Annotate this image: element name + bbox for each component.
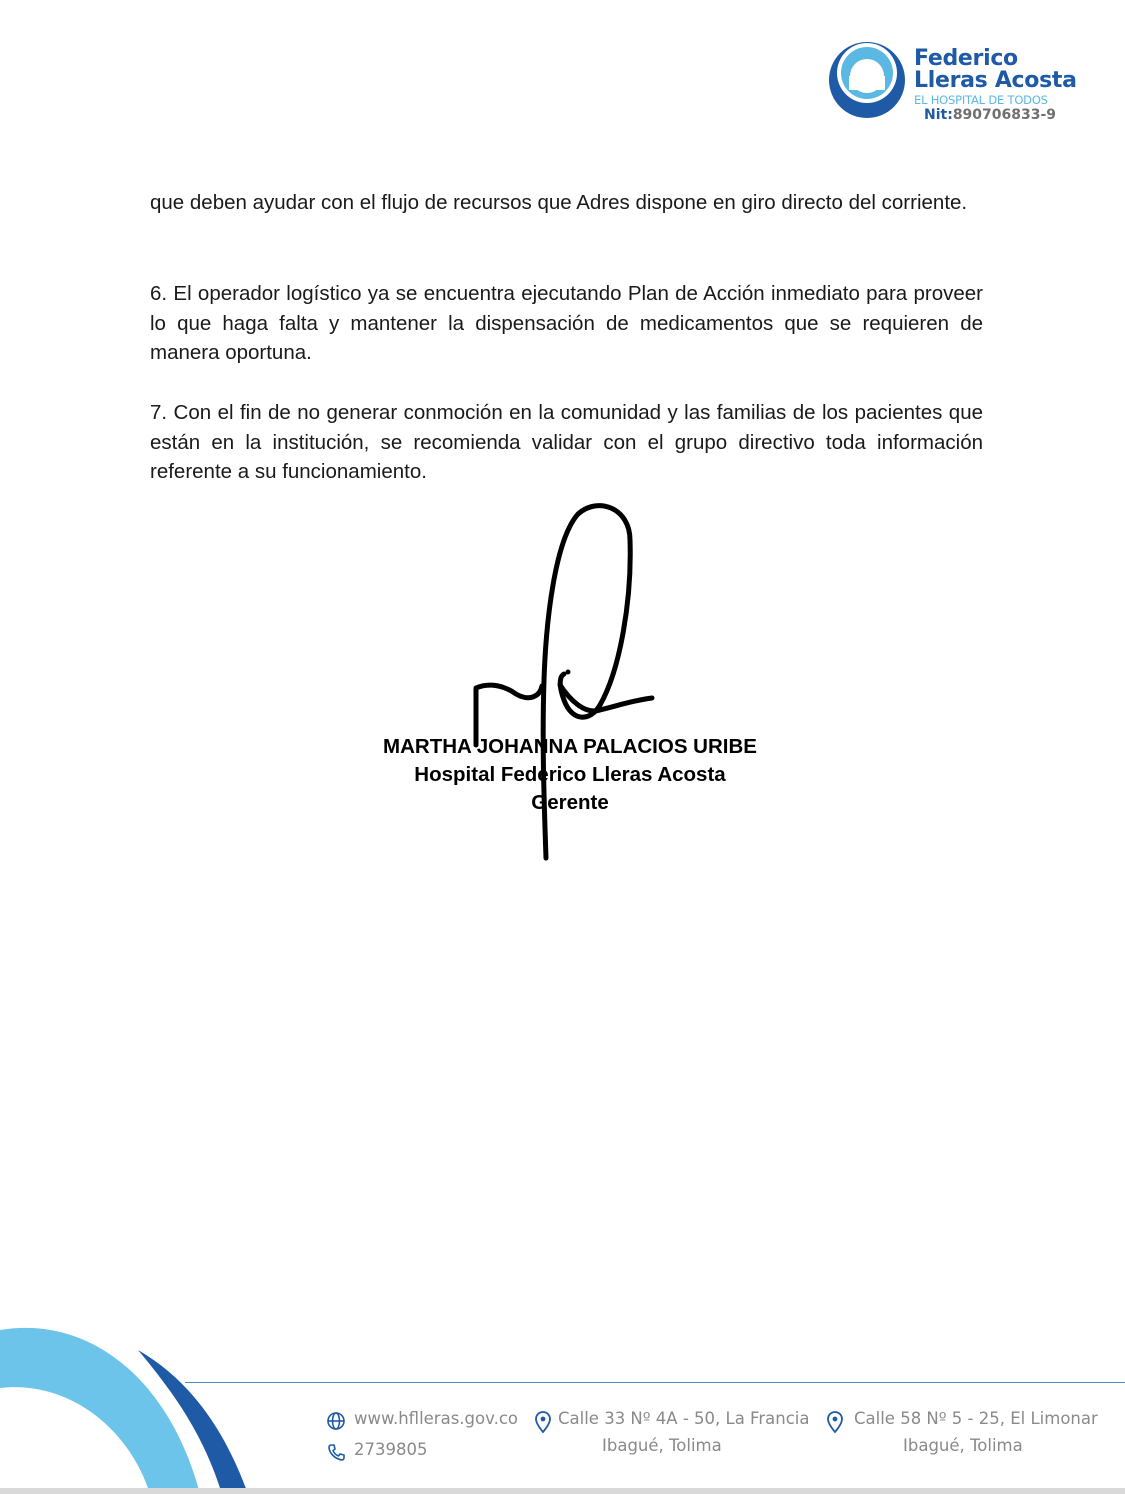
hospital-logo-icon — [827, 40, 907, 122]
paragraph-item-6: 6. El operador logístico ya se encuentra ejecutando Plan de Acción inmediato para proveer lo que haga falta y mantener la dispensación de medicamentos que se requieren de manera oportuna. — [150, 282, 983, 364]
footer-divider — [185, 1382, 1125, 1383]
logo-tagline: EL HOSPITAL DE TODOS — [914, 93, 1048, 107]
phone-text: 2739805 — [354, 1440, 428, 1459]
logo-name-line2: Lleras Acosta — [914, 68, 1077, 93]
location-pin-icon — [826, 1411, 844, 1433]
globe-icon — [326, 1411, 346, 1431]
logo-nit — [924, 107, 1077, 123]
signatory-institution: Hospital Federico Lleras Acosta — [414, 763, 726, 786]
website-text: www.hflleras.gov.co — [354, 1409, 519, 1428]
handwritten-signature — [460, 500, 670, 865]
signatory-role: Gerente — [531, 791, 609, 814]
address-1-line-2: Ibagué, Tolima — [602, 1436, 722, 1455]
paragraph-continuation: que deben ayudar con el flujo de recursos que Adres dispone en giro directo del corriente. — [150, 191, 968, 214]
address-1-line-1: Calle 33 Nº 4A - 50, La Francia — [558, 1409, 810, 1428]
logo-name-line1: Federico — [914, 46, 1018, 71]
footer-contact — [0, 1405, 1125, 1465]
paragraph-item-7: 7. Con el fin de no generar conmoción en la comunidad y las familias de los pacientes que están en la institución, se recomienda validar con el grupo directivo toda información referente a su funcionamiento. — [150, 401, 983, 483]
logo-text — [914, 48, 1077, 123]
nit-value: 890706833-9 — [952, 107, 1057, 123]
address-2-line-2: Ibagué, Tolima — [903, 1436, 1023, 1455]
bottom-bar — [0, 1488, 1125, 1494]
signatory-name: MARTHA JOHANNA PALACIOS URIBE — [383, 735, 757, 758]
nit-label: Nit: — [924, 107, 953, 123]
location-pin-icon — [534, 1411, 552, 1433]
hospital-logo — [822, 40, 1092, 135]
address-2-line-1: Calle 58 Nº 5 - 25, El Limonar — [854, 1409, 1098, 1428]
phone-icon — [326, 1442, 346, 1462]
